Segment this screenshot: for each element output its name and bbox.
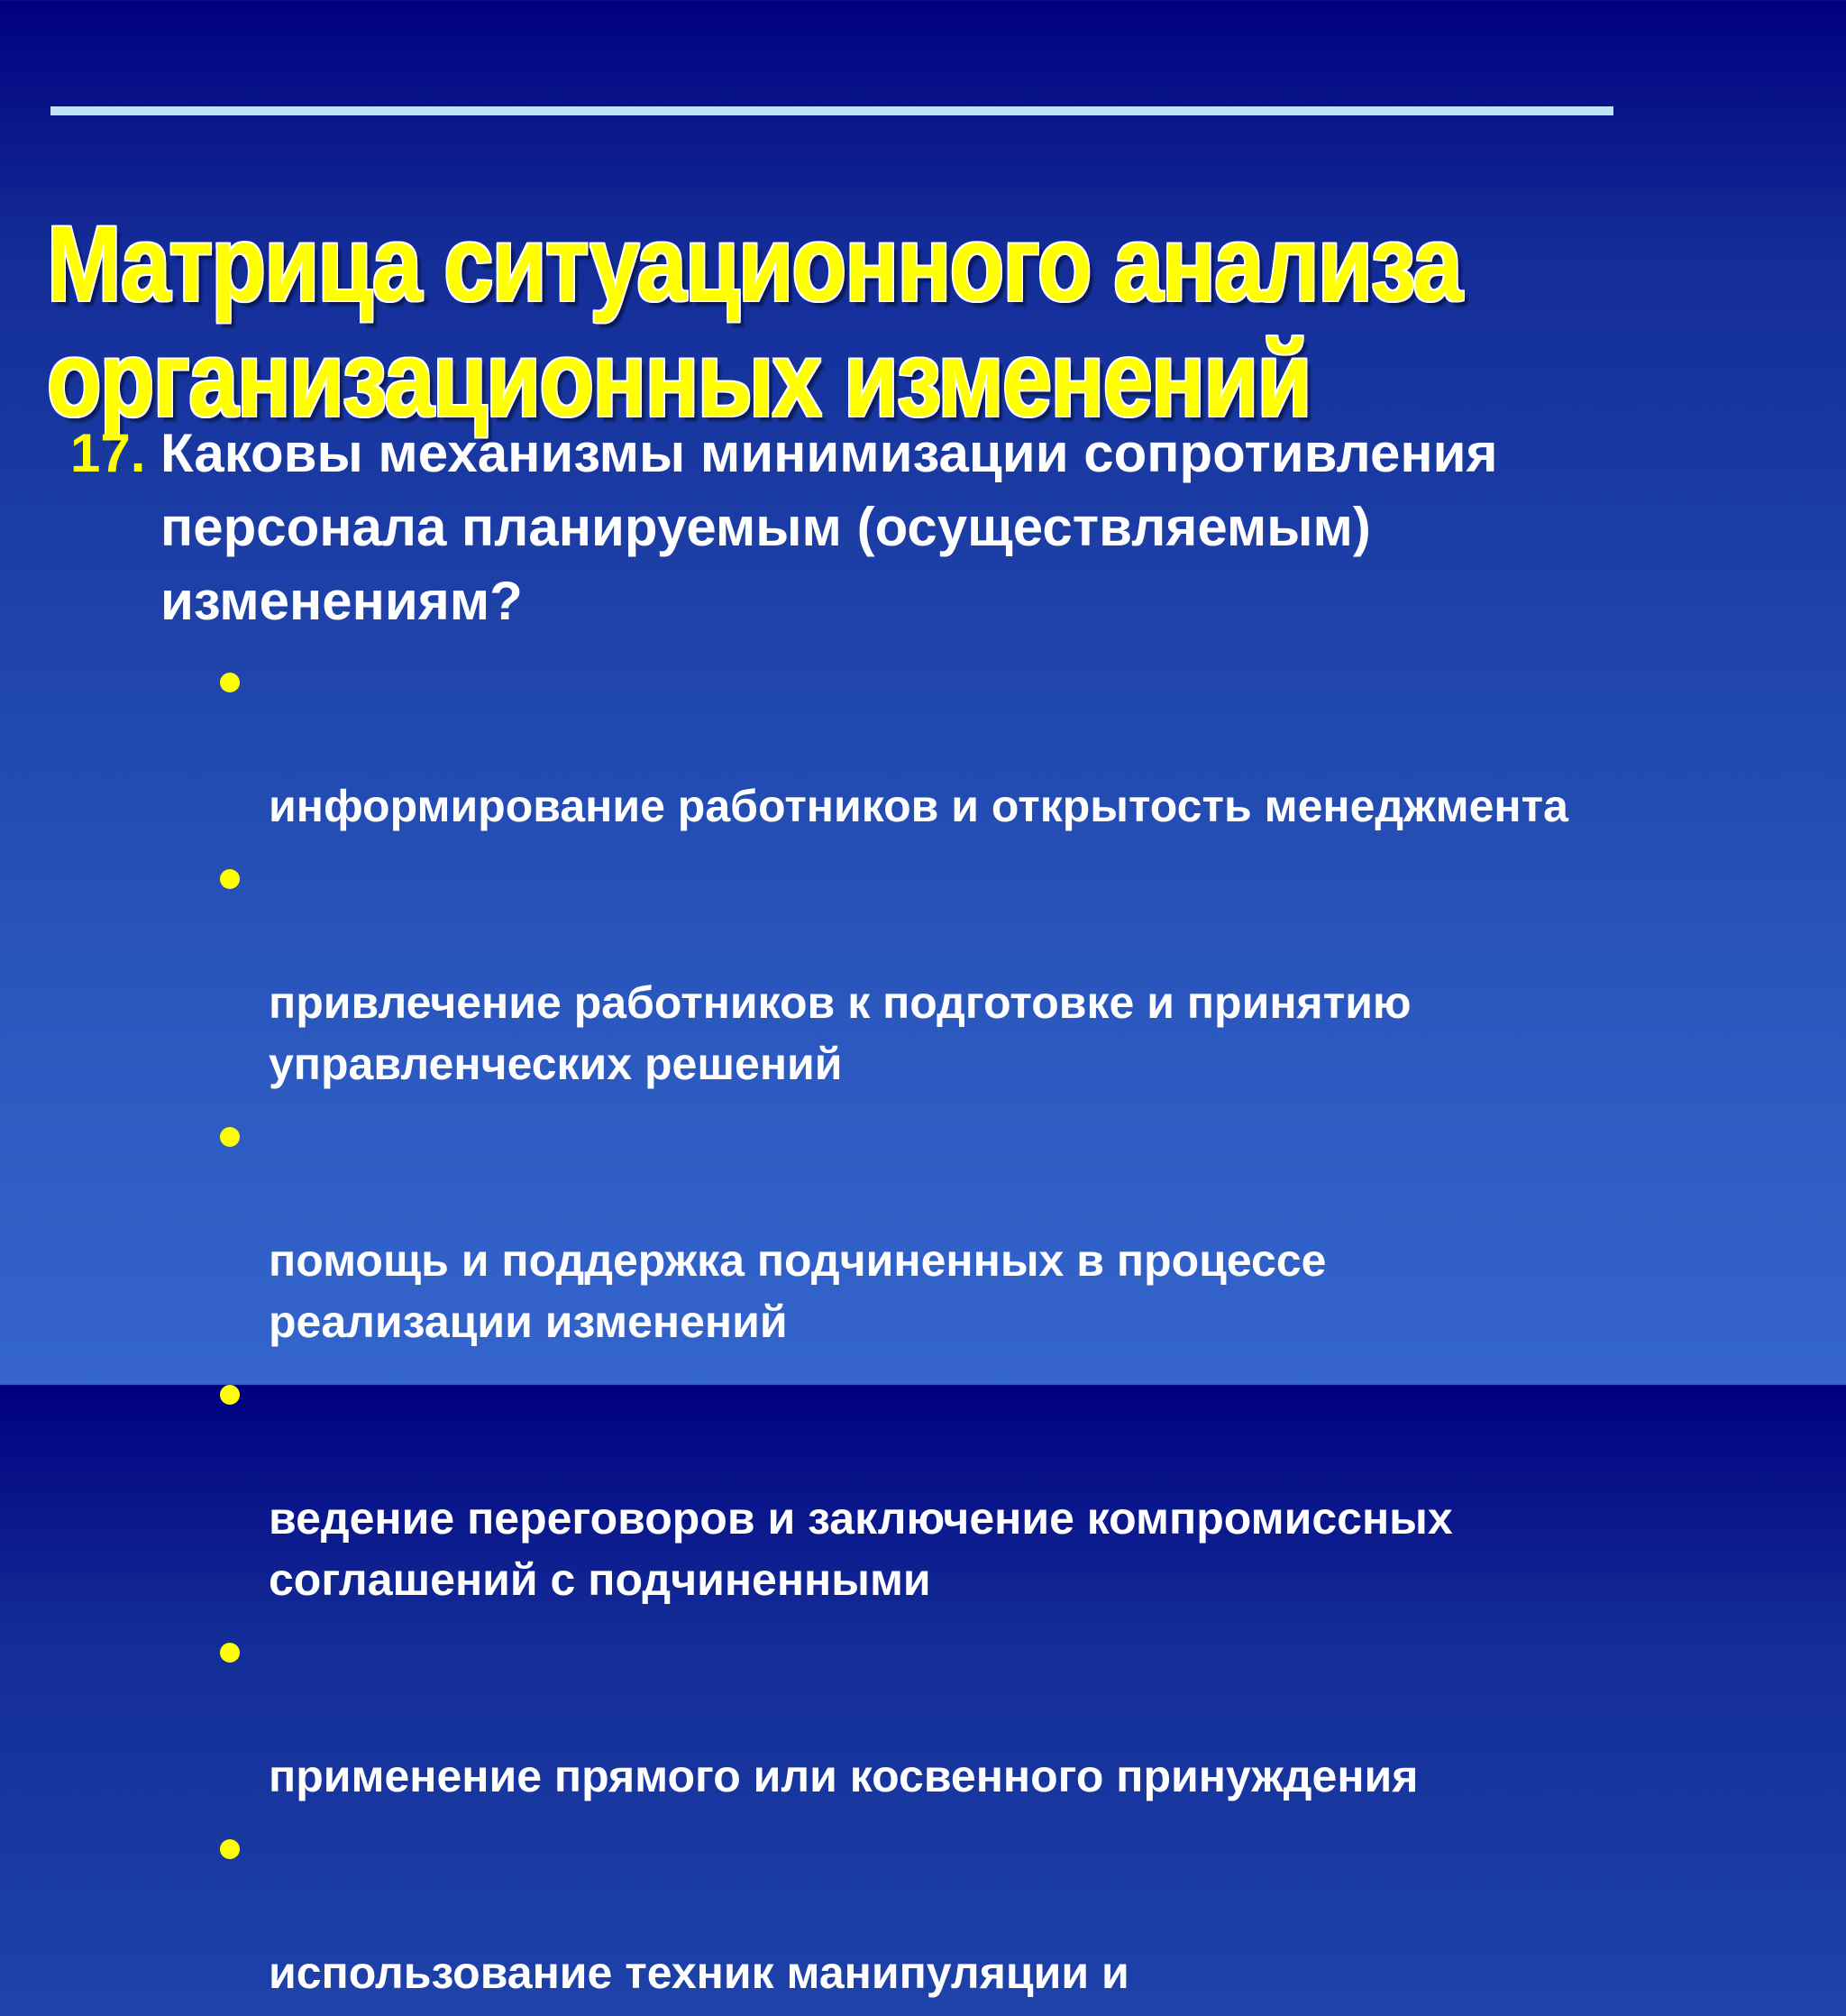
slide-title [47,205,1461,440]
slide-title-line-2: организационных изменений [47,320,1311,440]
bullet-dot-icon [220,1643,240,1663]
bullet-dot-icon [220,1127,240,1147]
bullet-dot-icon [220,869,240,889]
question-block [70,417,1747,633]
list-item [220,1107,1806,1352]
list-item-text: использование техник манипуляции и [269,1947,1129,1998]
title-divider-line [50,106,1613,115]
bullet-dot-icon [220,1385,240,1405]
question-number: 17. [70,423,146,483]
list-item [220,1365,1806,1610]
list-item-text: привлечение работников к подготовке и принятию управленческих решений [269,977,1412,1089]
mechanisms-list [220,653,1806,2016]
list-item [220,1623,1806,1807]
list-item-text: ведение переговоров и заключение компромиссных соглашений с подчиненными [269,1493,1453,1605]
question-text: Каковы механизмы минимизации сопротивления персонала планируемым (осуществляемым) изменениям? [160,423,1498,631]
slide-title-line-1: Матрица ситуационного анализа [47,205,1461,325]
list-item-text: информирование работников и открытость менеджмента [269,781,1568,831]
list-item-text: помощь и поддержка подчиненных в процессе реализации изменений [269,1235,1327,1347]
list-item-text: применение прямого или косвенного принуждения [269,1751,1419,1801]
list-item [220,849,1806,1095]
list-item [220,1819,1806,2003]
list-item [220,653,1806,837]
bullet-dot-icon [220,673,240,692]
bullet-dot-icon [220,1839,240,1859]
